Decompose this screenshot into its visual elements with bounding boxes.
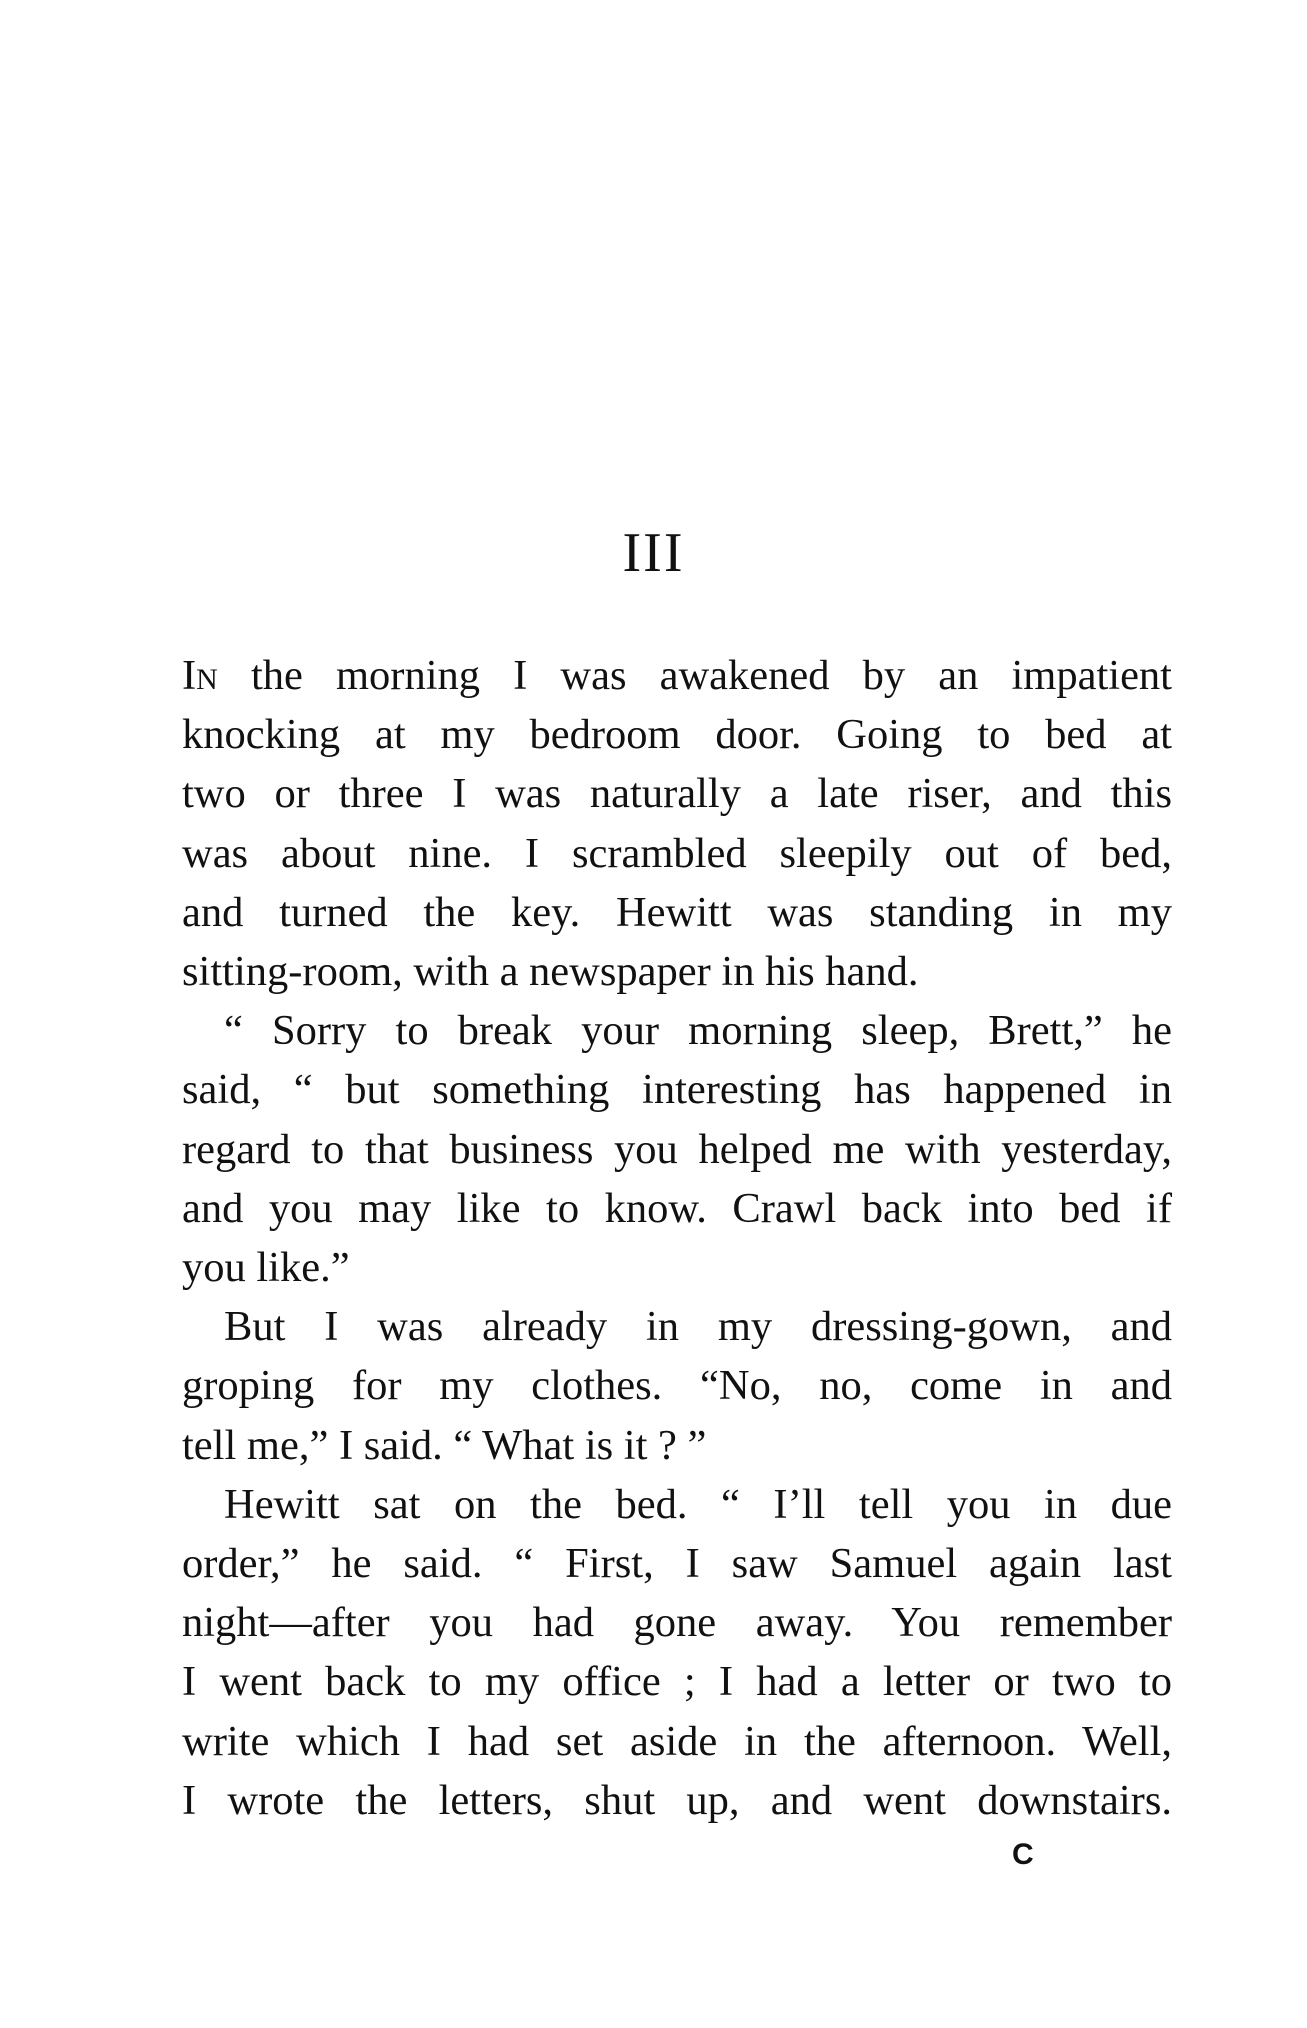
text-line: two or three I was naturally a late riser, and this [182, 770, 1172, 818]
text-line: order,” he said. “ First, I saw Samuel again last [182, 1540, 1172, 1588]
drop-word: In [182, 652, 218, 699]
text-line: said, “ but something interesting has happened in [182, 1066, 1172, 1114]
text-line: night—after you had gone away. You remember [182, 1599, 1172, 1647]
text-line: and you may like to know. Crawl back into bed if [182, 1184, 1172, 1232]
text-line: I went back to my office ; I had a letter or two to [182, 1658, 1172, 1706]
text-line [182, 646, 1172, 705]
text-line: “ Sorry to break your morning sleep, Brett,” he [224, 1007, 1172, 1055]
paragraph [182, 1001, 1172, 1297]
chapter-heading: III [622, 522, 685, 584]
text-line: was about nine. I scrambled sleepily out of bed, [182, 829, 1172, 877]
line-rest: the morning I was awakened by an impatient [217, 652, 1172, 699]
paragraph [182, 1297, 1172, 1475]
paragraph [182, 1475, 1172, 1830]
text-line: and turned the key. Hewitt was standing in my [182, 888, 1172, 936]
text-line: But I was already in my dressing-gown, and [224, 1303, 1172, 1351]
text-line: groping for my clothes. “No, no, come in and [182, 1362, 1172, 1410]
paragraph [182, 646, 1172, 1001]
text-line: sitting-room, with a newspaper in his hand. [182, 948, 919, 996]
text-line: regard to that business you helped me with yesterday, [182, 1125, 1172, 1173]
text-line: Hewitt sat on the bed. “ I’ll tell you in due [224, 1480, 1172, 1528]
body-text [182, 646, 1172, 1830]
text-line: write which I had set aside in the afternoon. Well, [182, 1717, 1172, 1765]
text-line: I wrote the letters, shut up, and went downstairs. [182, 1776, 1172, 1824]
text-line: you like.” [182, 1244, 350, 1292]
text-line: knocking at my bedroom door. Going to bed at [182, 711, 1172, 759]
text-line: tell me,” I said. “ What is it ? ” [182, 1421, 707, 1469]
signature-mark: C [1012, 1838, 1034, 1871]
